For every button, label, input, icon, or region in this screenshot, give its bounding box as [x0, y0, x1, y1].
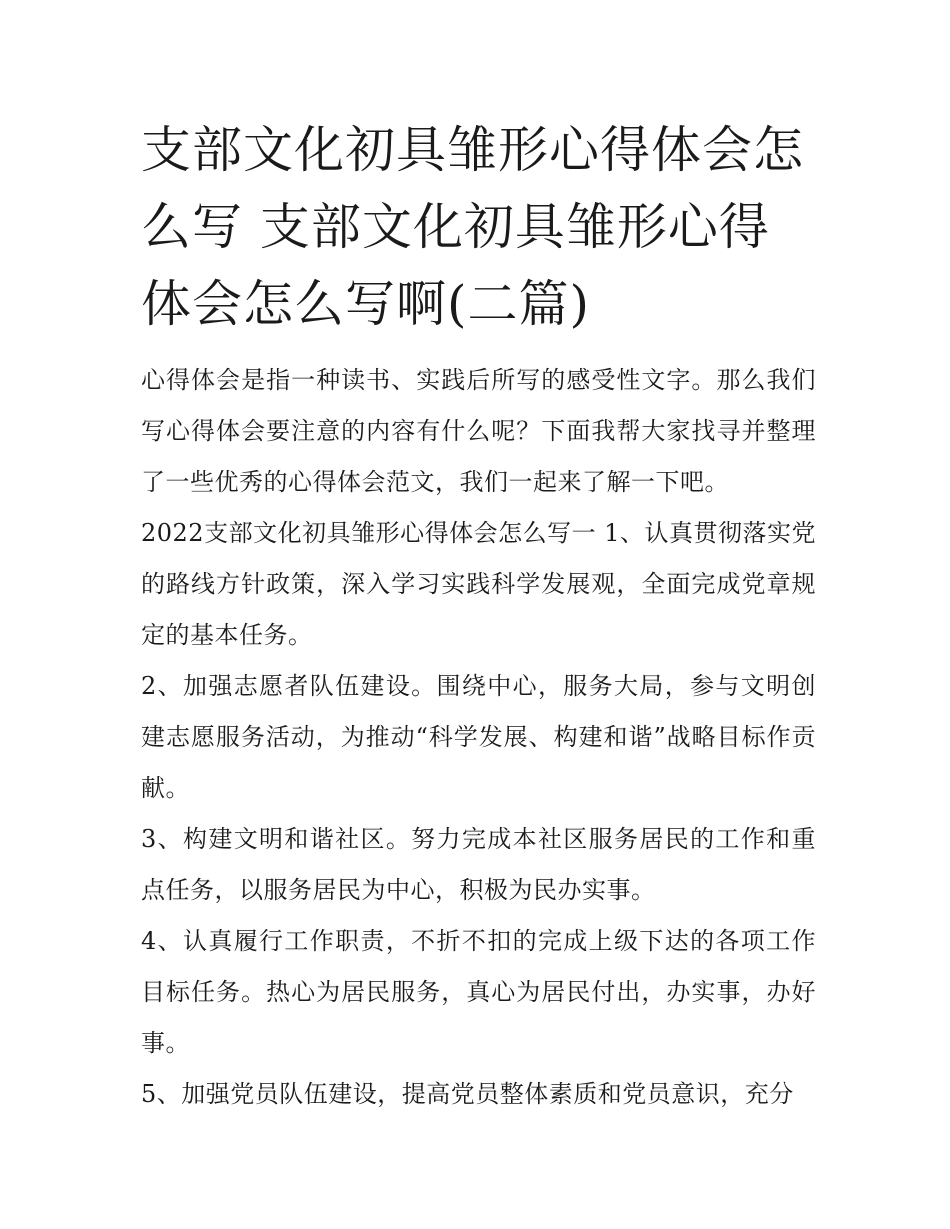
document-page	[141, 112, 816, 1120]
paragraph-intro: 心得体会是指一种读书、实践后所写的感受性文字。那么我们写心得体会要注意的内容有什么呢？下面我帮大家找寻并整理了一些优秀的心得体会范文，我们一起来了解一下吧。	[141, 366, 816, 496]
paragraph-item-2: 2、加强志愿者队伍建设。围绕中心，服务大局，参与文明创建志愿服务活动，为推动“科学发展、构建和谐”战略目标作贡献。	[141, 672, 816, 802]
paragraph-item-4: 4、认真履行工作职责，不折不扣的完成上级下达的各项工作目标任务。热心为居民服务，真心为居民付出，办实事，办好事。	[141, 927, 816, 1057]
paragraph-item-3: 3、构建文明和谐社区。努力完成本社区服务居民的工作和重点任务，以服务居民为中心，积极为民办实事。	[141, 825, 816, 904]
document-body	[141, 355, 816, 1120]
document-title: 支部文化初具雏形心得体会怎么写 支部文化初具雏形心得体会怎么写啊(二篇)	[141, 121, 804, 333]
paragraph-item-1: 2022支部文化初具雏形心得体会怎么写一 1、认真贯彻落实党的路线方针政策，深入学习实践科学发展观，全面完成党章规定的基本任务。	[141, 519, 816, 649]
paragraph-item-5: 5、加强党员队伍建设，提高党员整体素质和党员意识，充分	[141, 1080, 794, 1108]
